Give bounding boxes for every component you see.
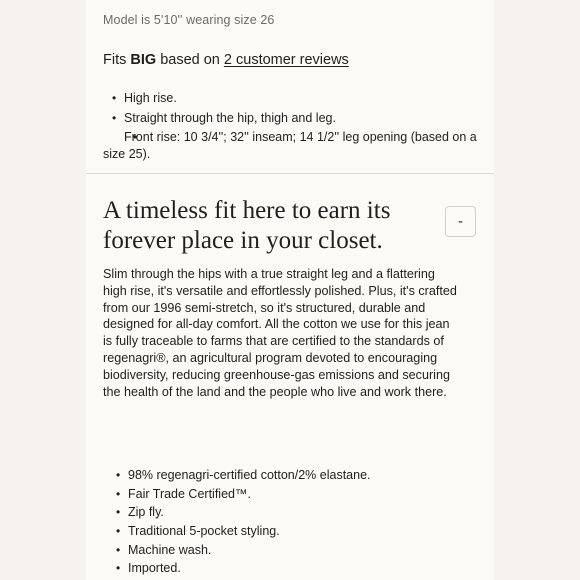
collapse-toggle-button[interactable] xyxy=(445,206,476,237)
fit-size: BIG xyxy=(130,52,157,68)
list-item: • Front rise: 10 3/4''; 32'' inseam; 14 1/2'' leg opening (based on a size 25). xyxy=(103,129,483,162)
customer-reviews-link[interactable]: 2 customer reviews xyxy=(223,52,349,68)
list-item: • Machine wash. xyxy=(107,542,467,559)
list-item: • Imported. xyxy=(107,560,467,577)
fit-prefix: Fits xyxy=(103,52,127,68)
model-info: Model is 5'10'' wearing size 26 xyxy=(103,13,275,27)
list-item: • Traditional 5-pocket styling. xyxy=(107,523,467,540)
fit-bullet-list xyxy=(103,90,483,165)
list-item: • High rise. xyxy=(103,90,483,107)
fit-middle: based on xyxy=(160,52,220,68)
list-item: • 98% regenagri-certified cotton/2% elastane. xyxy=(107,467,467,484)
section-divider xyxy=(86,173,494,174)
list-item: • Fair Trade Certified™. xyxy=(107,486,467,503)
list-item: • Zip fly. xyxy=(107,504,467,521)
fit-summary xyxy=(103,52,349,68)
minus-icon: - xyxy=(458,213,463,230)
list-item: • Straight through the hip, thigh and leg. xyxy=(103,110,483,127)
detail-bullet-list xyxy=(107,467,467,579)
product-description: Slim through the hips with a true straight leg and a flattering high rise, it's versatile and effortlessly polished. Plus, it's crafted from our 1996 semi-stretch, so it's structured, durable and designed for all-day comfort. All the cotton we use for this jean is fully traceable to farms that are certified to the standards of regenagri®, an agricultural program devoted to encouraging biodiversity, reducing greenhouse-gas emissions and securing the health of the land and the people who live and work there. xyxy=(103,267,457,399)
section-headline: A timeless fit here to earn its forever place in your closet. xyxy=(103,197,391,254)
